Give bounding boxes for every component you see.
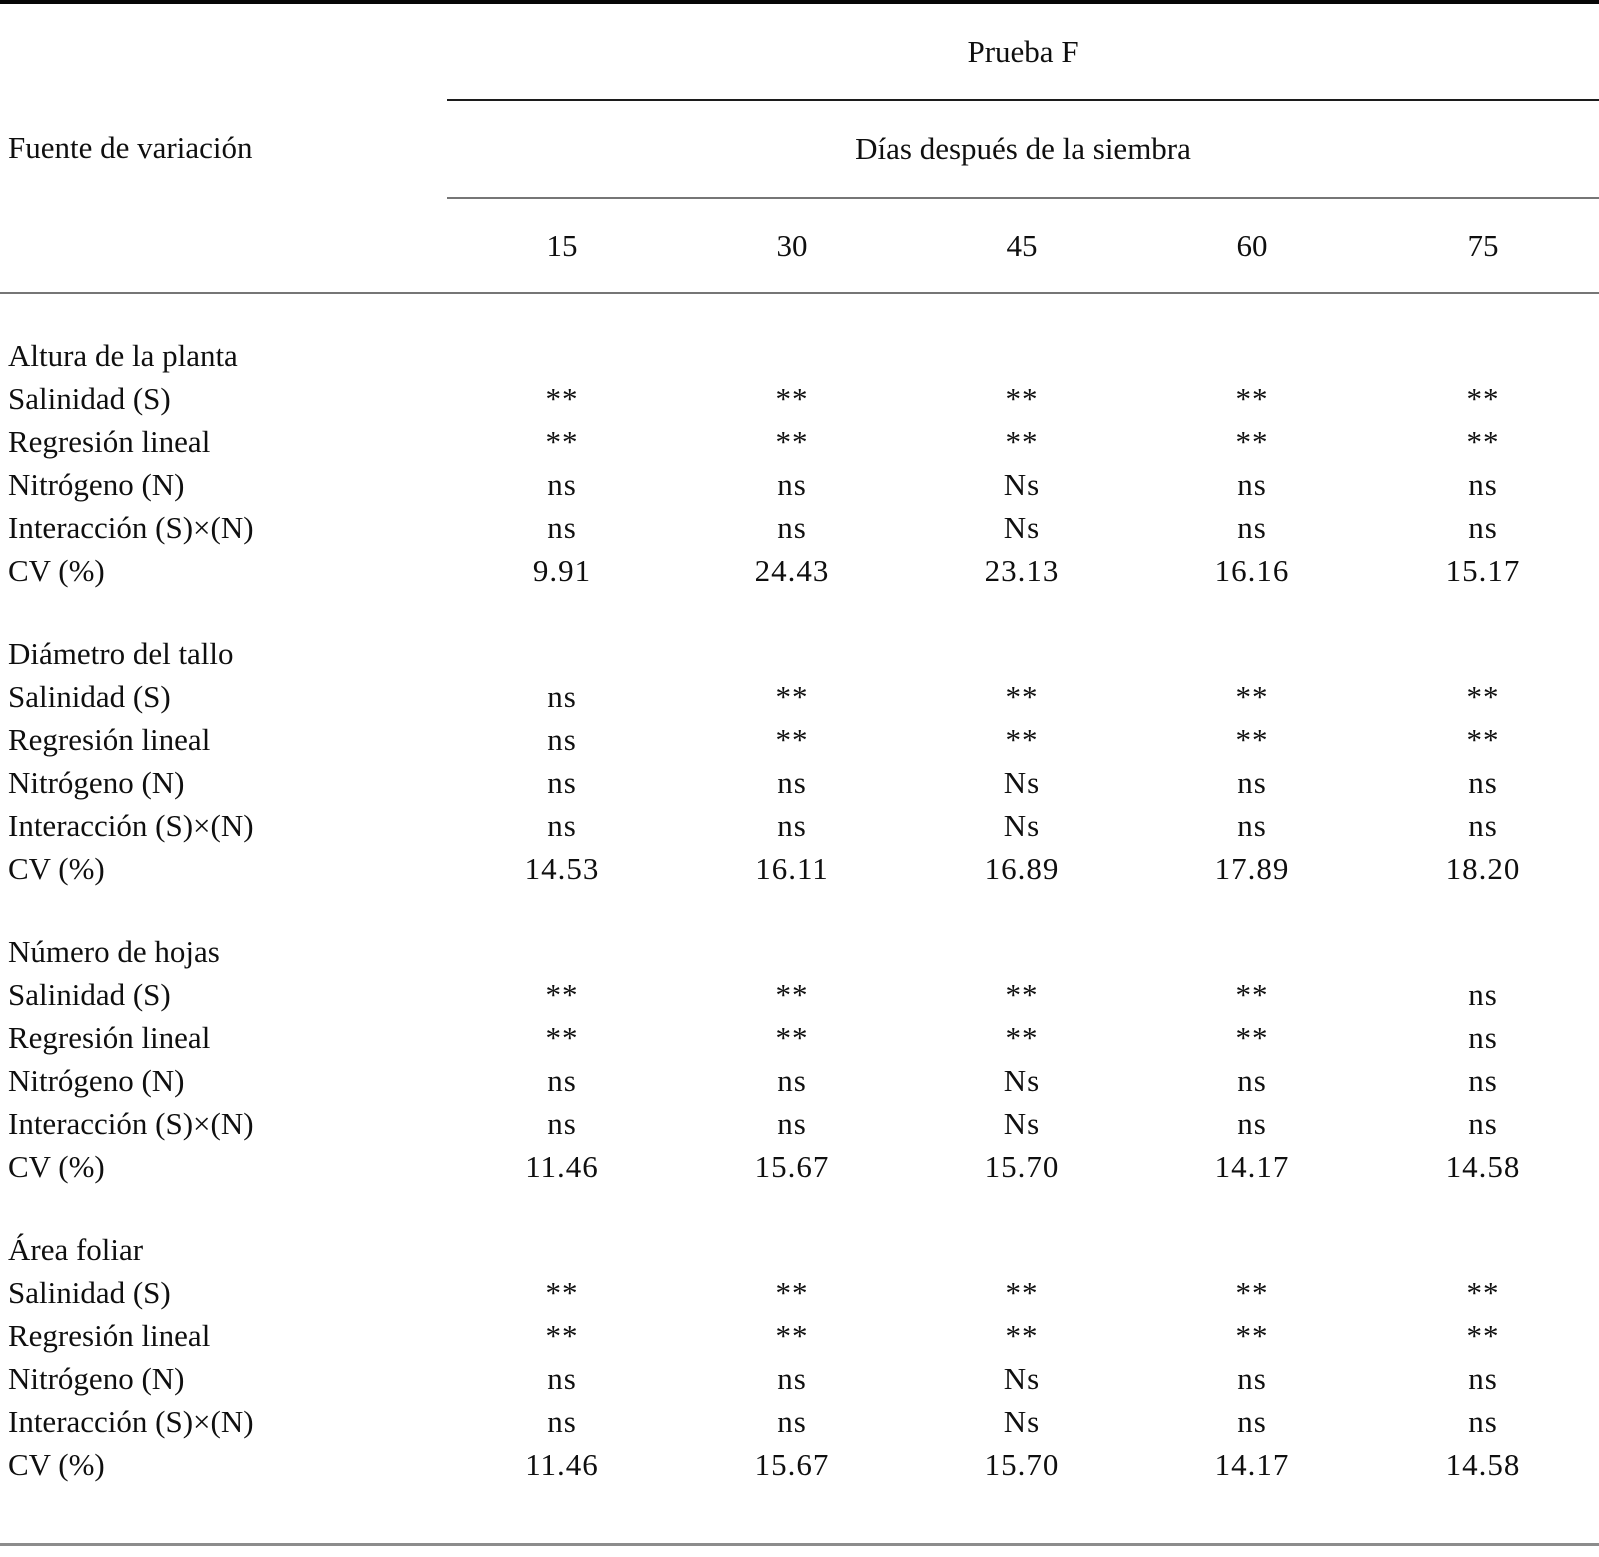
table-row (0, 1314, 1599, 1357)
value-cell: ** (1235, 1317, 1269, 1353)
value-cell: ns (547, 764, 577, 800)
value-cell: ** (1005, 721, 1039, 757)
value-cell: 24.43 (754, 552, 830, 588)
table-row (0, 761, 1599, 804)
row-label: Regresión lineal (8, 1019, 211, 1055)
bottom-spacer-row (0, 1486, 1599, 1545)
table-row (0, 1145, 1599, 1188)
section-title: Diámetro del tallo (8, 636, 234, 671)
table-row (0, 463, 1599, 506)
table-row (0, 420, 1599, 463)
value-cell: ns (777, 1360, 807, 1396)
value-cell: 17.89 (1214, 850, 1290, 886)
value-cell: 23.13 (984, 552, 1060, 588)
value-cell: ** (545, 1019, 579, 1055)
value-cell: ns (1237, 466, 1267, 502)
table-row (0, 1357, 1599, 1400)
row-label: Interacción (S)×(N) (8, 1105, 254, 1141)
value-cell: 11.46 (525, 1446, 599, 1482)
row-label: Nitrógeno (N) (8, 1062, 185, 1098)
table-footer-spacer (0, 1486, 1599, 1545)
value-cell: ** (775, 678, 809, 714)
section-title: Área foliar (8, 1232, 144, 1267)
table-row (0, 1102, 1599, 1145)
value-cell: 16.16 (1214, 552, 1290, 588)
value-cell: Ns (1003, 1105, 1041, 1141)
value-cell: ns (777, 466, 807, 502)
value-cell: ** (1235, 678, 1269, 714)
value-cell: 15.67 (754, 1148, 830, 1184)
table-row (0, 506, 1599, 549)
value-cell: 18.20 (1445, 850, 1521, 886)
value-cell: ** (545, 423, 579, 459)
value-cell: 16.11 (755, 850, 829, 886)
value-cell: ns (1468, 1062, 1498, 1098)
table-row (0, 1271, 1599, 1314)
row-label: Salinidad (S) (8, 380, 171, 416)
value-cell: ** (775, 380, 809, 416)
value-cell: Ns (1003, 466, 1041, 502)
table-row (0, 1016, 1599, 1059)
value-cell: 14.17 (1214, 1148, 1290, 1184)
value-cell: ns (1237, 807, 1267, 843)
value-cell: Ns (1003, 509, 1041, 545)
row-label: Nitrógeno (N) (8, 764, 185, 800)
value-cell: ** (1005, 380, 1039, 416)
table-row (0, 1059, 1599, 1102)
value-cell: ** (1235, 380, 1269, 416)
value-cell: ** (1235, 976, 1269, 1012)
value-cell: ns (1468, 509, 1498, 545)
table-row (0, 377, 1599, 420)
value-cell: ns (777, 807, 807, 843)
row-label: Regresión lineal (8, 1317, 211, 1353)
row-label: CV (%) (8, 1446, 105, 1482)
value-cell: 11.46 (525, 1148, 599, 1184)
value-cell: ns (547, 721, 577, 757)
value-cell: Ns (1003, 1062, 1041, 1098)
column-header-fuente-de-variacion: Fuente de variación (0, 2, 447, 293)
row-label: Salinidad (S) (8, 678, 171, 714)
value-cell: ns (777, 1105, 807, 1141)
value-cell: ns (1237, 1062, 1267, 1098)
value-cell: 15.67 (754, 1446, 830, 1482)
table-body (0, 293, 1599, 1486)
section-title-row (0, 890, 1599, 973)
value-cell: ns (1237, 1105, 1267, 1141)
column-header-day-75: 75 (1367, 198, 1599, 293)
value-cell: ns (1468, 1019, 1498, 1055)
value-cell: ** (1005, 1317, 1039, 1353)
row-label: Nitrógeno (N) (8, 1360, 185, 1396)
value-cell: ns (547, 1105, 577, 1141)
value-cell: ** (545, 976, 579, 1012)
value-cell: 14.58 (1445, 1446, 1521, 1482)
section-title-row (0, 592, 1599, 675)
column-group-prueba-f: Prueba F (447, 2, 1599, 100)
header-row-group (0, 2, 1599, 100)
value-cell: ** (545, 380, 579, 416)
value-cell: Ns (1003, 807, 1041, 843)
value-cell: ** (775, 976, 809, 1012)
row-label: Regresión lineal (8, 721, 211, 757)
value-cell: ns (777, 1403, 807, 1439)
value-cell: ns (1237, 1403, 1267, 1439)
value-cell: ns (777, 1062, 807, 1098)
table-row (0, 675, 1599, 718)
value-cell: ** (1235, 721, 1269, 757)
value-cell: Ns (1003, 1403, 1041, 1439)
value-cell: ** (775, 1019, 809, 1055)
value-cell: ** (1005, 423, 1039, 459)
row-label: Nitrógeno (N) (8, 466, 185, 502)
value-cell: ns (777, 509, 807, 545)
value-cell: 14.58 (1445, 1148, 1521, 1184)
value-cell: ** (1005, 976, 1039, 1012)
value-cell: ** (1466, 423, 1500, 459)
row-label: CV (%) (8, 850, 105, 886)
section-title: Altura de la planta (8, 338, 238, 373)
value-cell: Ns (1003, 1360, 1041, 1396)
value-cell: ** (545, 1317, 579, 1353)
row-label: Interacción (S)×(N) (8, 1403, 254, 1439)
value-cell: ** (1466, 380, 1500, 416)
value-cell: ns (1468, 976, 1498, 1012)
row-label: Interacción (S)×(N) (8, 807, 254, 843)
table-row (0, 973, 1599, 1016)
value-cell: 16.89 (984, 850, 1060, 886)
section-title: Número de hojas (8, 934, 220, 969)
value-cell: Ns (1003, 764, 1041, 800)
value-cell: 9.91 (532, 552, 592, 588)
value-cell: 14.17 (1214, 1446, 1290, 1482)
value-cell: ns (1237, 764, 1267, 800)
value-cell: ** (1466, 1317, 1500, 1353)
value-cell: ** (775, 1274, 809, 1310)
value-cell: ns (1468, 466, 1498, 502)
value-cell: ** (1005, 678, 1039, 714)
value-cell: ns (1468, 1360, 1498, 1396)
row-label: Regresión lineal (8, 423, 211, 459)
section-title-row (0, 1188, 1599, 1271)
value-cell: ** (1005, 1019, 1039, 1055)
value-cell: ns (547, 466, 577, 502)
table-row (0, 847, 1599, 890)
value-cell: 14.53 (524, 850, 600, 886)
bottom-spacer-cell (0, 1486, 1599, 1545)
column-header-day-30: 30 (677, 198, 907, 293)
value-cell: ns (547, 807, 577, 843)
row-label: Salinidad (S) (8, 1274, 171, 1310)
column-subgroup-dias-despues-de-la-siembra: Días después de la siembra (447, 100, 1599, 198)
value-cell: ** (1466, 721, 1500, 757)
value-cell: ns (1237, 509, 1267, 545)
value-cell: ns (547, 1403, 577, 1439)
value-cell: ns (1468, 764, 1498, 800)
row-label: CV (%) (8, 552, 105, 588)
value-cell: ** (775, 1317, 809, 1353)
table-row (0, 1400, 1599, 1443)
column-header-day-60: 60 (1137, 198, 1367, 293)
value-cell: ns (1237, 1360, 1267, 1396)
value-cell: ** (775, 423, 809, 459)
value-cell: ** (1235, 1019, 1269, 1055)
value-cell: ** (1466, 1274, 1500, 1310)
table-row (0, 804, 1599, 847)
row-label: Interacción (S)×(N) (8, 509, 254, 545)
value-cell: ns (547, 1360, 577, 1396)
section-title-row (0, 293, 1599, 377)
value-cell: ** (1235, 423, 1269, 459)
row-label: Salinidad (S) (8, 976, 171, 1012)
value-cell: 15.17 (1445, 552, 1521, 588)
value-cell: ns (1468, 1403, 1498, 1439)
value-cell: 15.70 (984, 1148, 1060, 1184)
value-cell: ** (1005, 1274, 1039, 1310)
value-cell: ** (1466, 678, 1500, 714)
value-cell: ns (547, 509, 577, 545)
value-cell: ns (1468, 807, 1498, 843)
column-header-day-15: 15 (447, 198, 677, 293)
column-header-day-45: 45 (907, 198, 1137, 293)
value-cell: ns (777, 764, 807, 800)
value-cell: 15.70 (984, 1446, 1060, 1482)
value-cell: ns (547, 1062, 577, 1098)
value-cell: ** (775, 721, 809, 757)
value-cell: ** (545, 1274, 579, 1310)
value-cell: ** (1235, 1274, 1269, 1310)
value-cell: ns (547, 678, 577, 714)
table-row (0, 1443, 1599, 1486)
row-label: CV (%) (8, 1148, 105, 1184)
table-row (0, 718, 1599, 761)
table-row (0, 549, 1599, 592)
value-cell: ns (1468, 1105, 1498, 1141)
